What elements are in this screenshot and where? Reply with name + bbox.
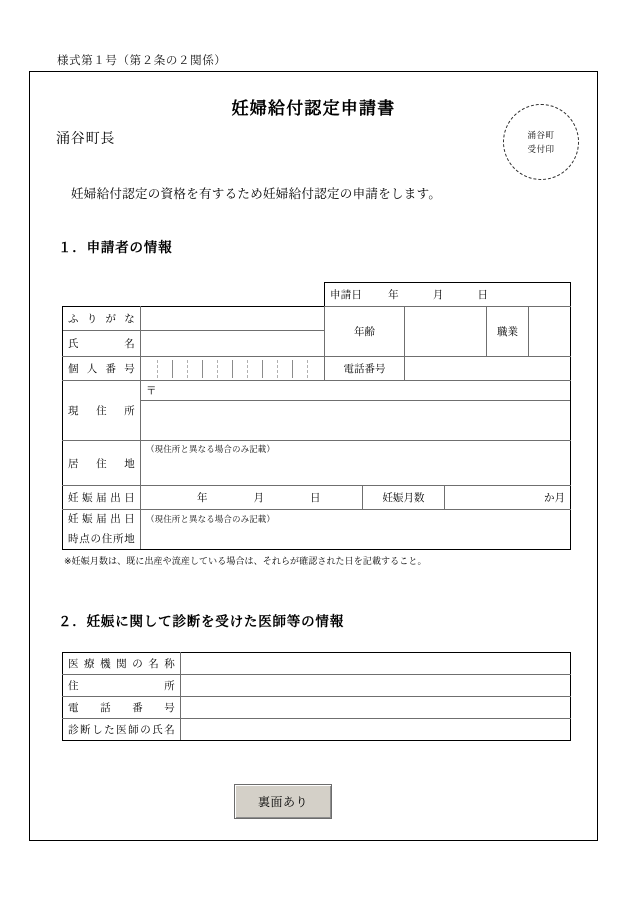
label-doctor-name: 診断した医師の氏名 (63, 719, 181, 741)
label-medical-institution-name: 医療機関の名称 (63, 653, 181, 675)
label-current-address: 現 住 所 (63, 381, 141, 441)
value-occupation[interactable] (529, 307, 571, 357)
table-row (63, 510, 571, 528)
table-row (63, 441, 571, 458)
label-my-number: 個 人 番 号 (63, 357, 141, 381)
reception-stamp-circle (503, 104, 579, 180)
addressee: 涌谷町長 (56, 130, 116, 146)
value-furigana[interactable] (141, 307, 325, 331)
pregnancy-date-year: 年 (197, 492, 208, 504)
address-at-report-note: （現住所と異なる場合のみ記載） (141, 510, 571, 528)
my-number-boxes (143, 360, 322, 378)
value-pregnancy-months[interactable] (445, 486, 571, 510)
pregnancy-date-day: 日 (310, 492, 321, 504)
pregnancy-months-unit: か月 (544, 492, 566, 504)
table-row (63, 653, 571, 675)
doctor-info-table (62, 652, 571, 741)
applicant-info-table-wrap (62, 282, 570, 550)
label-pregnancy-report-date: 妊娠届出日 (63, 486, 141, 510)
table-row (63, 357, 571, 381)
table-row (63, 719, 571, 741)
doctor-info-table-wrap (62, 652, 570, 741)
value-medical-phone[interactable] (181, 697, 571, 719)
form-number: 様式第１号（第２条の２関係） (57, 55, 227, 67)
value-name[interactable] (141, 331, 325, 357)
intro-statement: 妊婦給付認定の資格を有するため妊婦給付認定の申請をします。 (71, 187, 442, 201)
label-phone: 電話番号 (325, 357, 405, 381)
value-phone[interactable] (405, 357, 571, 381)
application-date-day: 日 (477, 289, 489, 301)
table-row (63, 381, 571, 401)
value-current-address[interactable] (141, 401, 571, 441)
label-medical-phone: 電 話 番 号 (63, 697, 181, 719)
value-age[interactable] (405, 307, 487, 357)
postal-mark-icon: 〒 (146, 385, 157, 397)
pregnancy-date-month: 月 (253, 492, 264, 504)
value-address-at-report[interactable] (141, 528, 571, 550)
value-my-number[interactable] (141, 357, 325, 381)
label-medical-address: 住 所 (63, 675, 181, 697)
label-address-at-report-line2: 時点の住所地 (63, 528, 141, 550)
label-age: 年齢 (325, 307, 405, 357)
label-name: 氏 名 (63, 331, 141, 357)
application-date-year: 年 (388, 289, 399, 301)
table-row (63, 283, 571, 307)
document-frame (29, 71, 598, 841)
residence-note: （現住所と異なる場合のみ記載） (141, 441, 571, 458)
value-medical-address[interactable] (181, 675, 571, 697)
value-medical-institution-name[interactable] (181, 653, 571, 675)
section-1-footnote: ※妊娠月数は、既に出産や流産している場合は、それらが確認された日を記載すること。 (64, 556, 427, 566)
postal-code-field[interactable] (141, 381, 571, 401)
label-pregnancy-months: 妊娠月数 (363, 486, 445, 510)
section-2-title: ２．妊娠に関して診断を受けた医師等の情報 (58, 614, 344, 629)
stamp-line-2: 受付印 (527, 144, 555, 154)
page-title: 妊婦給付認定申請書 (231, 99, 396, 118)
table-row (63, 697, 571, 719)
value-doctor-name[interactable] (181, 719, 571, 741)
application-date-label: 申請日 (330, 289, 363, 301)
table-row (63, 675, 571, 697)
label-residence: 居 住 地 (63, 441, 141, 486)
stamp-line-1: 涌谷町 (527, 129, 555, 140)
application-date-month: 月 (432, 289, 444, 301)
label-occupation: 職業 (487, 307, 529, 357)
value-pregnancy-report-date[interactable] (141, 486, 363, 510)
label-furigana: ふりがな (63, 307, 141, 331)
value-residence[interactable] (141, 458, 571, 486)
backside-button[interactable]: 裏面あり (234, 784, 332, 819)
section-1-title: １．申請者の情報 (58, 240, 173, 255)
table-row (63, 486, 571, 510)
table-row (63, 307, 571, 331)
table-row (63, 528, 571, 550)
application-date-cell (325, 283, 571, 307)
applicant-info-table (62, 282, 571, 550)
label-address-at-report-line1: 妊娠届出日 (63, 510, 141, 528)
